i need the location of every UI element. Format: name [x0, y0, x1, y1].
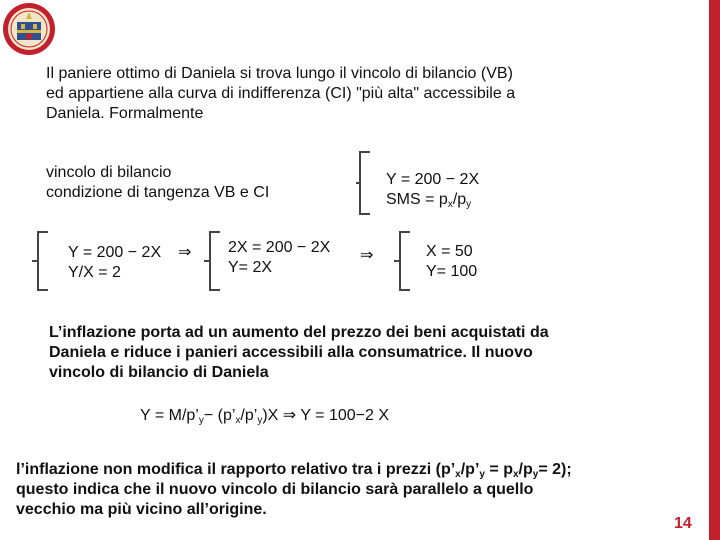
label-budget-constraint: vincolo di bilancio	[46, 164, 172, 181]
system3-equations	[426, 242, 477, 282]
system1-eq1: Y = 200 − 2X	[68, 244, 162, 261]
condition-labels	[46, 163, 269, 203]
system2-eq1: 2X = 200 − 2X	[228, 239, 331, 256]
conclusion-line-2: questo indica che il nuovo vincolo di bilancio sarà parallelo a quello	[16, 481, 534, 498]
conclusion-paragraph	[16, 460, 572, 520]
label-tangency-condition: condizione di tangenza VB e CI	[46, 184, 270, 201]
tangency-equation: SMS = $p_x/p_y$	[386, 191, 472, 210]
system2-equations	[228, 238, 330, 278]
inflation-paragraph	[49, 323, 549, 383]
right-accent-bar	[709, 0, 720, 540]
inflation-line-3: vincolo di bilancio di Daniela	[49, 364, 269, 381]
system1-equations	[68, 243, 161, 283]
system3-eq1: X = 50	[426, 243, 473, 260]
system3-eq2: Y= 100	[426, 263, 478, 280]
new-constraint-equation: $Y = M/p’_y-$ $(p’_x/p’_y)X$ ⇒ Y = 100−2 X	[140, 407, 390, 426]
intro-line-1: Il paniere ottimo di Daniela si trova lungo il vincolo di bilancio (VB)	[46, 65, 513, 82]
system1-eq2: Y/X = 2	[68, 264, 121, 281]
condition-equations	[386, 170, 479, 210]
conclusion-line-1: l’inflazione non modifica il rapporto relativo tra i prezzi $(p’_x/p’_y = p_x/p_y= 2)$;	[16, 461, 572, 480]
system2-eq2: Y= 2X	[228, 259, 273, 276]
conditions-brace	[356, 150, 376, 216]
budget-equation: Y = 200 − 2X	[386, 171, 480, 188]
system1-brace	[32, 230, 52, 292]
inflation-line-1: L’inflazione porta ad un aumento del prezzo dei beni acquistati da	[49, 324, 549, 341]
system2-brace	[204, 230, 224, 292]
implies-symbol-2: ⇒	[360, 247, 374, 264]
intro-line-3: Daniela. Formalmente	[46, 105, 204, 122]
conclusion-line-3: vecchio ma più vicino all’origine.	[16, 501, 267, 518]
system3-brace	[394, 230, 414, 292]
inflation-line-2: Daniela e riduce i panieri accessibili alla consumatrice. Il nuovo	[49, 344, 533, 361]
implies-symbol-1: ⇒	[178, 244, 192, 261]
intro-line-2: ed appartiene alla curva di indifferenza (CI) "più alta" accessibile a	[46, 85, 516, 102]
page-number: 14	[674, 515, 692, 532]
intro-paragraph	[46, 64, 515, 124]
university-seal-logo	[2, 2, 56, 56]
